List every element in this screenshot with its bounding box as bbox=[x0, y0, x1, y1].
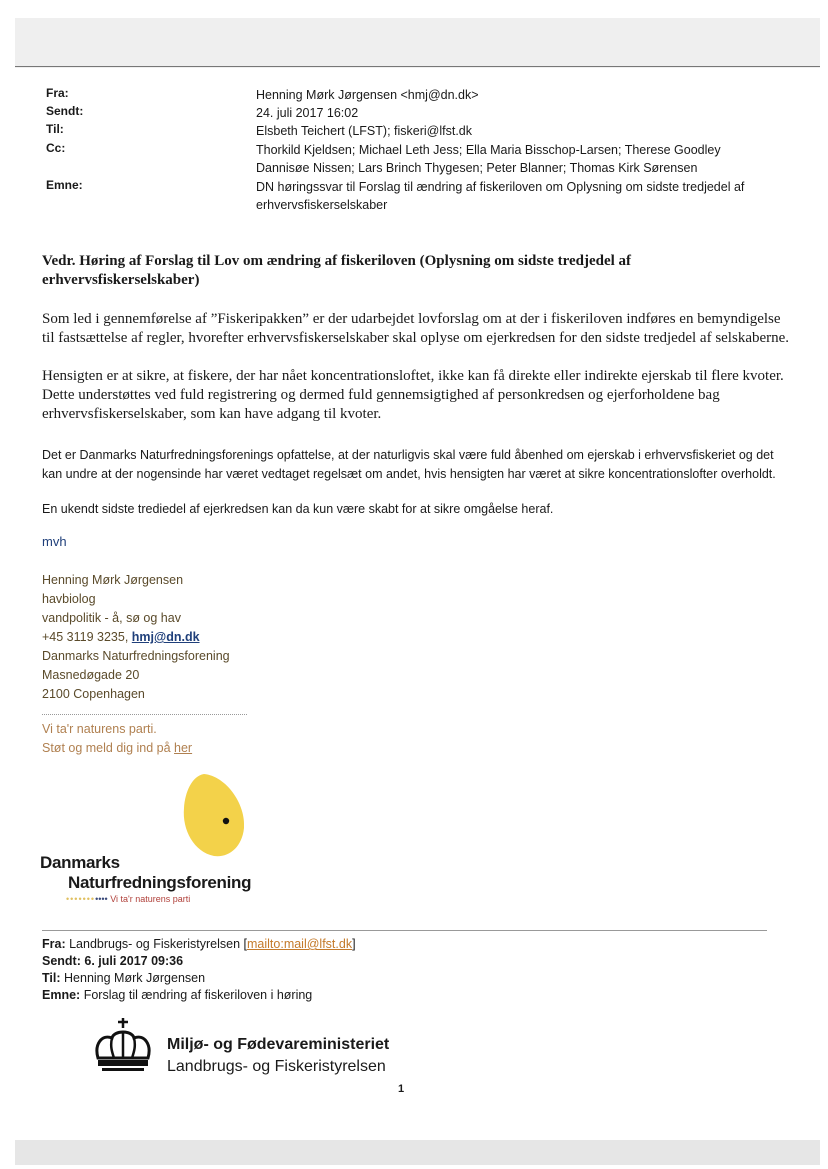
fwd-to bbox=[42, 970, 205, 987]
cc-label: Cc: bbox=[46, 141, 66, 155]
fwd-sent-label: Sendt: bbox=[42, 954, 81, 968]
fwd-from: Fra: Landbrugs- og Fiskeristyrelsen [mailto:mail@lfst.dk] bbox=[42, 937, 356, 951]
support-link[interactable]: her bbox=[174, 741, 193, 755]
signature-contact bbox=[42, 628, 200, 647]
logo-line-1: Danmarks bbox=[40, 853, 120, 872]
header-divider bbox=[15, 66, 820, 67]
fwd-from-mail-link[interactable]: mailto:mail@lfst.dk bbox=[247, 937, 353, 951]
signature-title: havbiolog bbox=[42, 592, 96, 606]
sent-label: Sendt: bbox=[46, 104, 84, 118]
signature-divider bbox=[42, 714, 247, 715]
fwd-subject bbox=[42, 987, 312, 1004]
signature-area: vandpolitik - å, sø og hav bbox=[42, 611, 181, 625]
signature-city: 2100 Copenhagen bbox=[42, 687, 145, 701]
signature-org: Danmarks Naturfredningsforening bbox=[42, 649, 230, 663]
re-heading: Vedr. Høring af Forslag til Lov om ændring af fiskeriloven (Oplysning om sidste tredjedel af erhvervsfiskerselskaber) bbox=[42, 253, 632, 288]
fwd-sent-value: 6. juli 2017 09:36 bbox=[84, 954, 184, 968]
subject-value: DN høringssvar til Forslag til ændring af fiskeriloven om Oplysning om sidste tredjedel af erhvervsfiskerselskaber bbox=[256, 180, 745, 212]
paragraph-4: En ukendt sidste trediedel af ejerkredsen kan da kun være skabt for at sikre omgåelse heraf. bbox=[42, 502, 554, 516]
agency-name: Landbrugs- og Fiskeristyrelsen bbox=[167, 1058, 386, 1075]
from-value: Henning Mørk Jørgensen <hmj@dn.dk> bbox=[256, 88, 479, 102]
fwd-to-value: Henning Mørk Jørgensen bbox=[64, 971, 206, 985]
logo-tagline: ••••••••••• Vi ta'r naturens parti bbox=[66, 894, 191, 904]
sent-value: 24. juli 2017 16:02 bbox=[256, 106, 359, 120]
scan-shadow-top bbox=[15, 18, 820, 68]
subject-label: Emne: bbox=[46, 178, 83, 192]
to-value: Elsbeth Teichert (LFST); fiskeri@lfst.dk bbox=[256, 124, 472, 138]
closing: mvh bbox=[42, 534, 67, 549]
fwd-subject-value: Forslag til ændring af fiskeriloven i høring bbox=[83, 988, 313, 1002]
fwd-from-label: Fra: bbox=[42, 937, 66, 951]
to-label: Til: bbox=[46, 122, 64, 136]
crown-icon bbox=[92, 1016, 154, 1074]
forward-divider bbox=[42, 930, 767, 931]
signature-slogan: Vi ta'r naturens parti. bbox=[42, 722, 157, 736]
fwd-to-label: Til: bbox=[42, 971, 61, 985]
signature-email-link[interactable]: hmj@dn.dk bbox=[131, 630, 200, 644]
logo-tagline-text: Vi ta'r naturens parti bbox=[110, 894, 191, 904]
signature-phone: +45 3119 3235, bbox=[42, 630, 129, 644]
fwd-from-value: Landbrugs- og Fiskeristyrelsen bbox=[69, 937, 241, 951]
fwd-subject-label: Emne: bbox=[42, 988, 81, 1002]
signature-street: Masnedøgade 20 bbox=[42, 668, 140, 682]
dn-leaf-logo-icon bbox=[176, 770, 250, 862]
cc-value: Thorkild Kjeldsen; Michael Leth Jess; Ella Maria Bisschop-Larsen; Therese Goodley Dannisøe Nissen; Lars Brinch Thygesen; Peter Blanner; Thomas Kirk Sørensen bbox=[256, 143, 721, 175]
from-label: Fra: bbox=[46, 86, 69, 100]
scan-shadow-bottom bbox=[15, 1140, 820, 1165]
fwd-sent bbox=[42, 953, 183, 970]
ministry-name: Miljø- og Fødevareministeriet bbox=[167, 1036, 390, 1053]
paragraph-3: Det er Danmarks Naturfredningsforenings opfattelse, at der naturligvis skal være fuld åbenhed om ejerskab i erhvervsfiskeriet og det kan undre at der nogensinde har været vedtaget regelsæt om andet, hvis hensigten har været at sikre koncentrationslofter overholdt. bbox=[42, 448, 776, 481]
page-number: 1 bbox=[398, 1083, 405, 1095]
paragraph-1: Som led i gennemførelse af ”Fiskeripakken” er der udarbejdet lovforslag om at der i fiskeriloven indføres en bemyndigelse til fastsættelse af regler, hvorefter erhvervsfiskerselskaber skal oplyse om ejerkredsen for den sidste tredjedel af selskaberne. bbox=[42, 311, 790, 346]
signature-name: Henning Mørk Jørgensen bbox=[42, 573, 184, 587]
support-text: Støt og meld dig ind på bbox=[42, 741, 175, 755]
support-line bbox=[42, 741, 192, 755]
logo-line-2: Naturfredningsforening bbox=[68, 873, 252, 892]
paragraph-2: Hensigten er at sikre, at fiskere, der har nået koncentrationsloftet, ikke kan få direkte eller indirekte ejerskab til flere kvoter. Dette understøttes ved fuld registrering og dermed fuld gennemsigtighed af personkredsen og ejerforholdene bag erhvervsfiskerselskaber, som kan have adgang til kvoter. bbox=[42, 368, 784, 422]
